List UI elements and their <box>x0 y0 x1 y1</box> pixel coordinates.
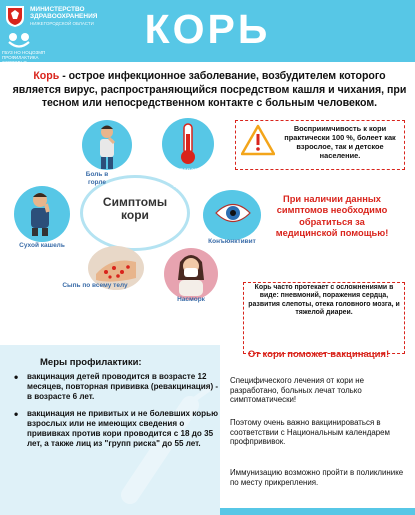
header-banner <box>0 0 415 65</box>
rash-skin-icon <box>92 250 140 286</box>
temperature-label: Температура выше 38 градусов <box>167 167 209 189</box>
consult-warning: При наличии данных симптомов необходимо обратиться за медицинской помощью! <box>275 194 389 238</box>
nmc-name: ГБУЗ НО НОЦОЗМП ПРОФИЛАКТИКА ЗДОРОВЬЯ <box>2 50 46 65</box>
footer-bar <box>220 508 415 515</box>
rash-label: Сыпь по всему телу <box>62 282 128 289</box>
ministry-name: МИНИСТЕРСТВО ЗДРАВООХРАНЕНИЯ НИЖЕГОРОДСКОЙ ОБЛАСТИ <box>30 6 98 26</box>
prevention-list <box>14 372 219 455</box>
vaccination-heading: От кори поможет вакцинация! <box>247 349 390 360</box>
vaccination-paragraph-2: Поэтому очень важно вакцинироваться в соответствии с Национальным календарем профпрививок. <box>230 418 390 447</box>
warning-triangle-icon <box>241 124 275 156</box>
coughing-person-icon <box>22 190 62 236</box>
page-title: КОРЬ <box>144 6 271 52</box>
prevention-item: • вакцинация детей проводится в возрасте 12 месяцев, повторная прививка (ревакцинация) - в возрасте 6 лет. <box>14 372 219 403</box>
susceptibility-text: Восприимчивость к кори практически 100 %, болеет как взрослое, так и детское население. <box>284 124 396 160</box>
eye-icon <box>214 200 252 226</box>
symptoms-title: Симптомы кори <box>102 195 168 222</box>
vaccination-paragraph-1: Специфического лечения от кори не разработано, больных лечат только симптоматически! <box>230 376 364 405</box>
sore-throat-label: Боль в горле <box>85 171 109 186</box>
prevention-title: Меры профилактики: <box>40 357 142 368</box>
vaccination-paragraph-3: Иммунизацию возможно пройти в поликлинике по месту прикрепления. <box>230 468 404 487</box>
thermometer-icon <box>175 122 201 166</box>
cough-label: Сухой кашель <box>19 242 65 249</box>
sore-throat-person-icon <box>90 124 124 170</box>
runny-nose-label: Насморк <box>177 296 205 303</box>
sneezing-person-icon <box>170 250 212 296</box>
complications-text: Корь часто протекает с осложнениями в виде: пневмоний, поражения сердца, развития слепоты, отека головного мозга, и тяжелой диареи. <box>248 284 400 316</box>
conjunctivitis-label: Конъюнктивит <box>208 238 256 245</box>
prevention-item: • вакцинация не привитых и не болевших корью взрослых или не имеющих сведения о прививках против кори проводится с 18 до 35 лет, а также лиц из "групп риска" до 55 лет. <box>14 409 219 450</box>
intro-text: Корь - острое инфекционное заболевание, возбудителем которого является вирус, распространяющийся посредством кашля и чихания, при тесном или непосредственном контакте с больным человеком. <box>12 70 407 109</box>
